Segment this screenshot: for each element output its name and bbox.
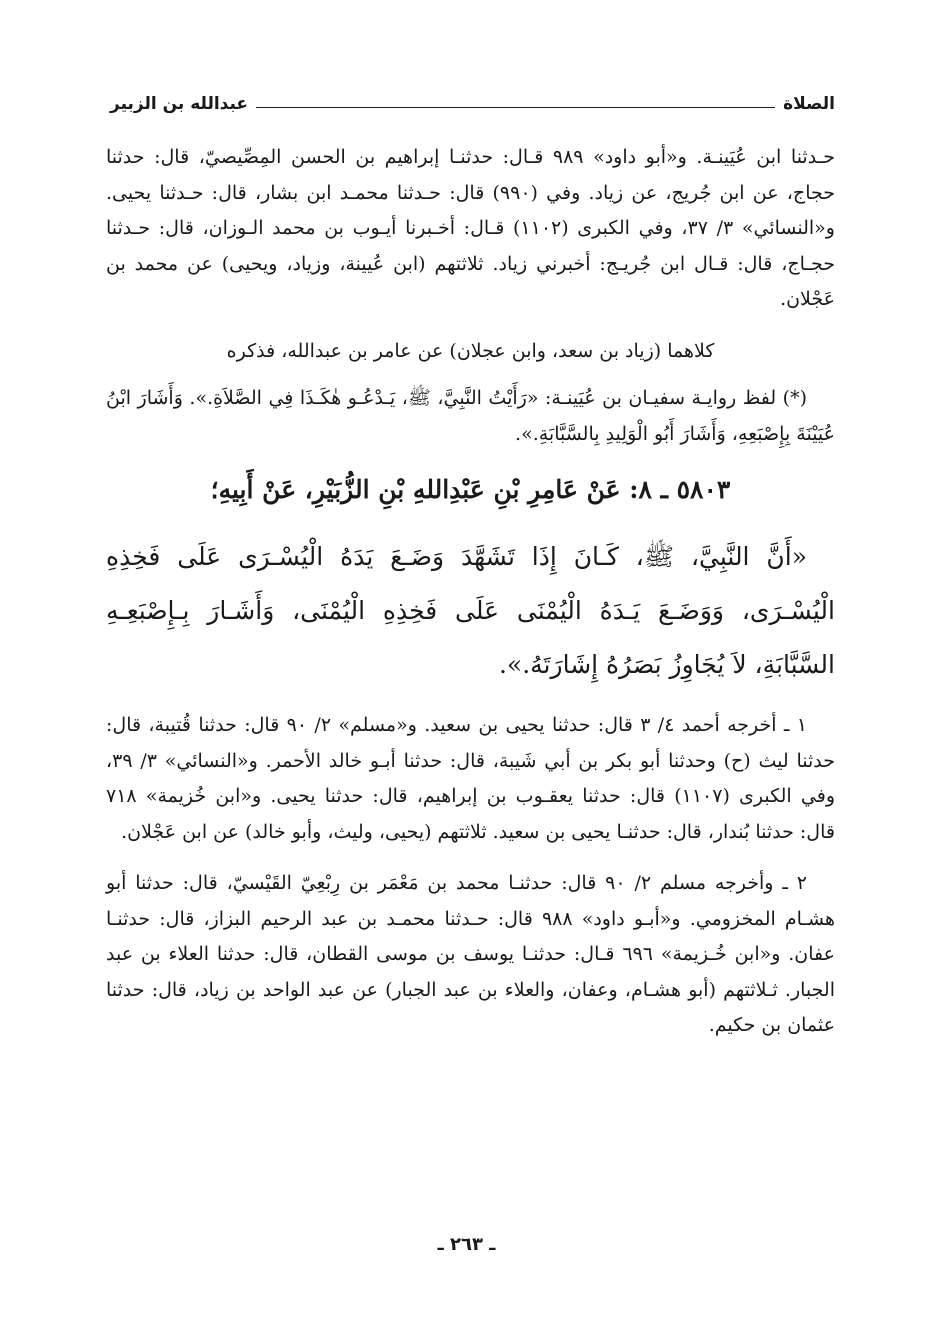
paragraph-takhrij-2: ٢ ـ وأخرجه مسلم ٢/ ٩٠ قال: حدثنـا محمد بن مَعْمَر بن رِبْعِيّ القَيْسيّ، قال: حدثنا أبو هشـام المخزومي. و«أبـو داود» ٩٨٨ قال: حـدثنا محمـد بن عبد الرحيم البزاز، قال: حدثنـا عفان. و«ابن خُـزيمة» ٦٩٦ قـال: حدثنـا يوسف بن موسى القطان، قال: حدثنا العلاء بن عبد الجبار. ثـلاثتهم (أبو هشـام، وعفان، والعلاء بن عبد الجبار) عن عبد الواحد بن زياد، قال: حدثنا عثمان بن حكيم.	[106, 872, 835, 1036]
page-body	[106, 140, 835, 1044]
paragraph-note: (*) لفظ روايـة سفيـان بن عُيَينـة: «رَأَيْتُ النَّبِيَّ، ﷺ، يَـدْعُـو هٰكَـذَا فِي الصَّلاَةِ.». وَأَشَارَ ابْنُ عُيَيْنَةَ بِإِصْبَعِهِ، وَأَشَارَ أَبُو الْوَلِيدِ بِالسَّبَّابَةِ.».	[106, 387, 835, 445]
hadith-text: «أَنَّ النَّبِيَّ، ﷺ، كَـانَ إِذَا تَشَهَّدَ وَضَـعَ يَدَهُ الْيُسْـرَى عَلَى فَخِذِهِ الْيُسْـرَى، وَوَضَـعَ يَـدَهُ الْيُمْنَى عَلَى فَخِذِهِ الْيُمْنَى، وَأَشَـارَ بِـإِصْبَعِـهِ السَّبَّابَةِ، لاَ يُجَاوِزُ بَصَرُهُ إِشَارَتَهُ.».	[106, 542, 835, 679]
header-section-title: عبدالله بن الزبير	[110, 94, 249, 114]
paragraph-sources-continued: حـدثنا ابن عُيَينـة. و«أبو داود» ٩٨٩ قـال: حدثنـا إبراهيم بن الحسن المِصِّيصيّ، قال: حدثنا حجاج، عن ابن جُريج، عن زياد. وفي (٩٩٠) قال: حـدثنا محمـد ابن بشار، قال: حـدثنا يحيى. و«النسائي» ٣/ ٣٧، وفي الكبرى (١١٠٢) قـال: أخـبرنا أيـوب بن محمد الـوزان، قال: حـدثنا حجـاج، قال: قـال ابن جُريـج: أخبرني زياد. ثلاثتهم (ابن عُيينة، وزياد، ويحيى) عن محمد بن عَجْلان.	[106, 146, 836, 310]
header-chapter-title: الصلاة	[783, 94, 835, 114]
paragraph-both-narrators: كلاهما (زياد بن سعد، وابن عجلان) عن عامر بن عبدالله، فذكره	[226, 339, 715, 362]
paragraph-takhrij-1: ١ ـ أخرجه أحمد ٤/ ٣ قال: حدثنا يحيى بن سعيد. و«مسلم» ٢/ ٩٠ قال: حدثنا قُتيبة، قال: حدثنا ليث (ح) وحدثنا أبو بكر بن أبي شَيبة، قال: حدثنا أبـو خالد الأحمر. و«النسائي» ٣/ ٣٩، وفي الكبرى (١١٠٧) قال: حدثنا يعقـوب بن إبراهيم، قال: حدثنا يحيى. و«ابن خُزيمة» ٧١٨ قال: حدثنا بُندار، قال: حدثنـا يحيى بن سعيد. ثلاثتهم (يحيى، وليث، وأبو خالد) عن ابن عَجْلان.	[106, 714, 835, 843]
hadith-heading: ٥٨٠٣ ـ ٨: عَنْ عَامِرِ بْنِ عَبْدِاللهِ بْنِ الزُّبَيْرِ، عَنْ أَبِيهِ؛	[210, 475, 731, 504]
running-header	[110, 84, 835, 114]
page-number: ـ ٢٦٣ ـ	[437, 1234, 496, 1255]
header-rule	[256, 107, 775, 108]
